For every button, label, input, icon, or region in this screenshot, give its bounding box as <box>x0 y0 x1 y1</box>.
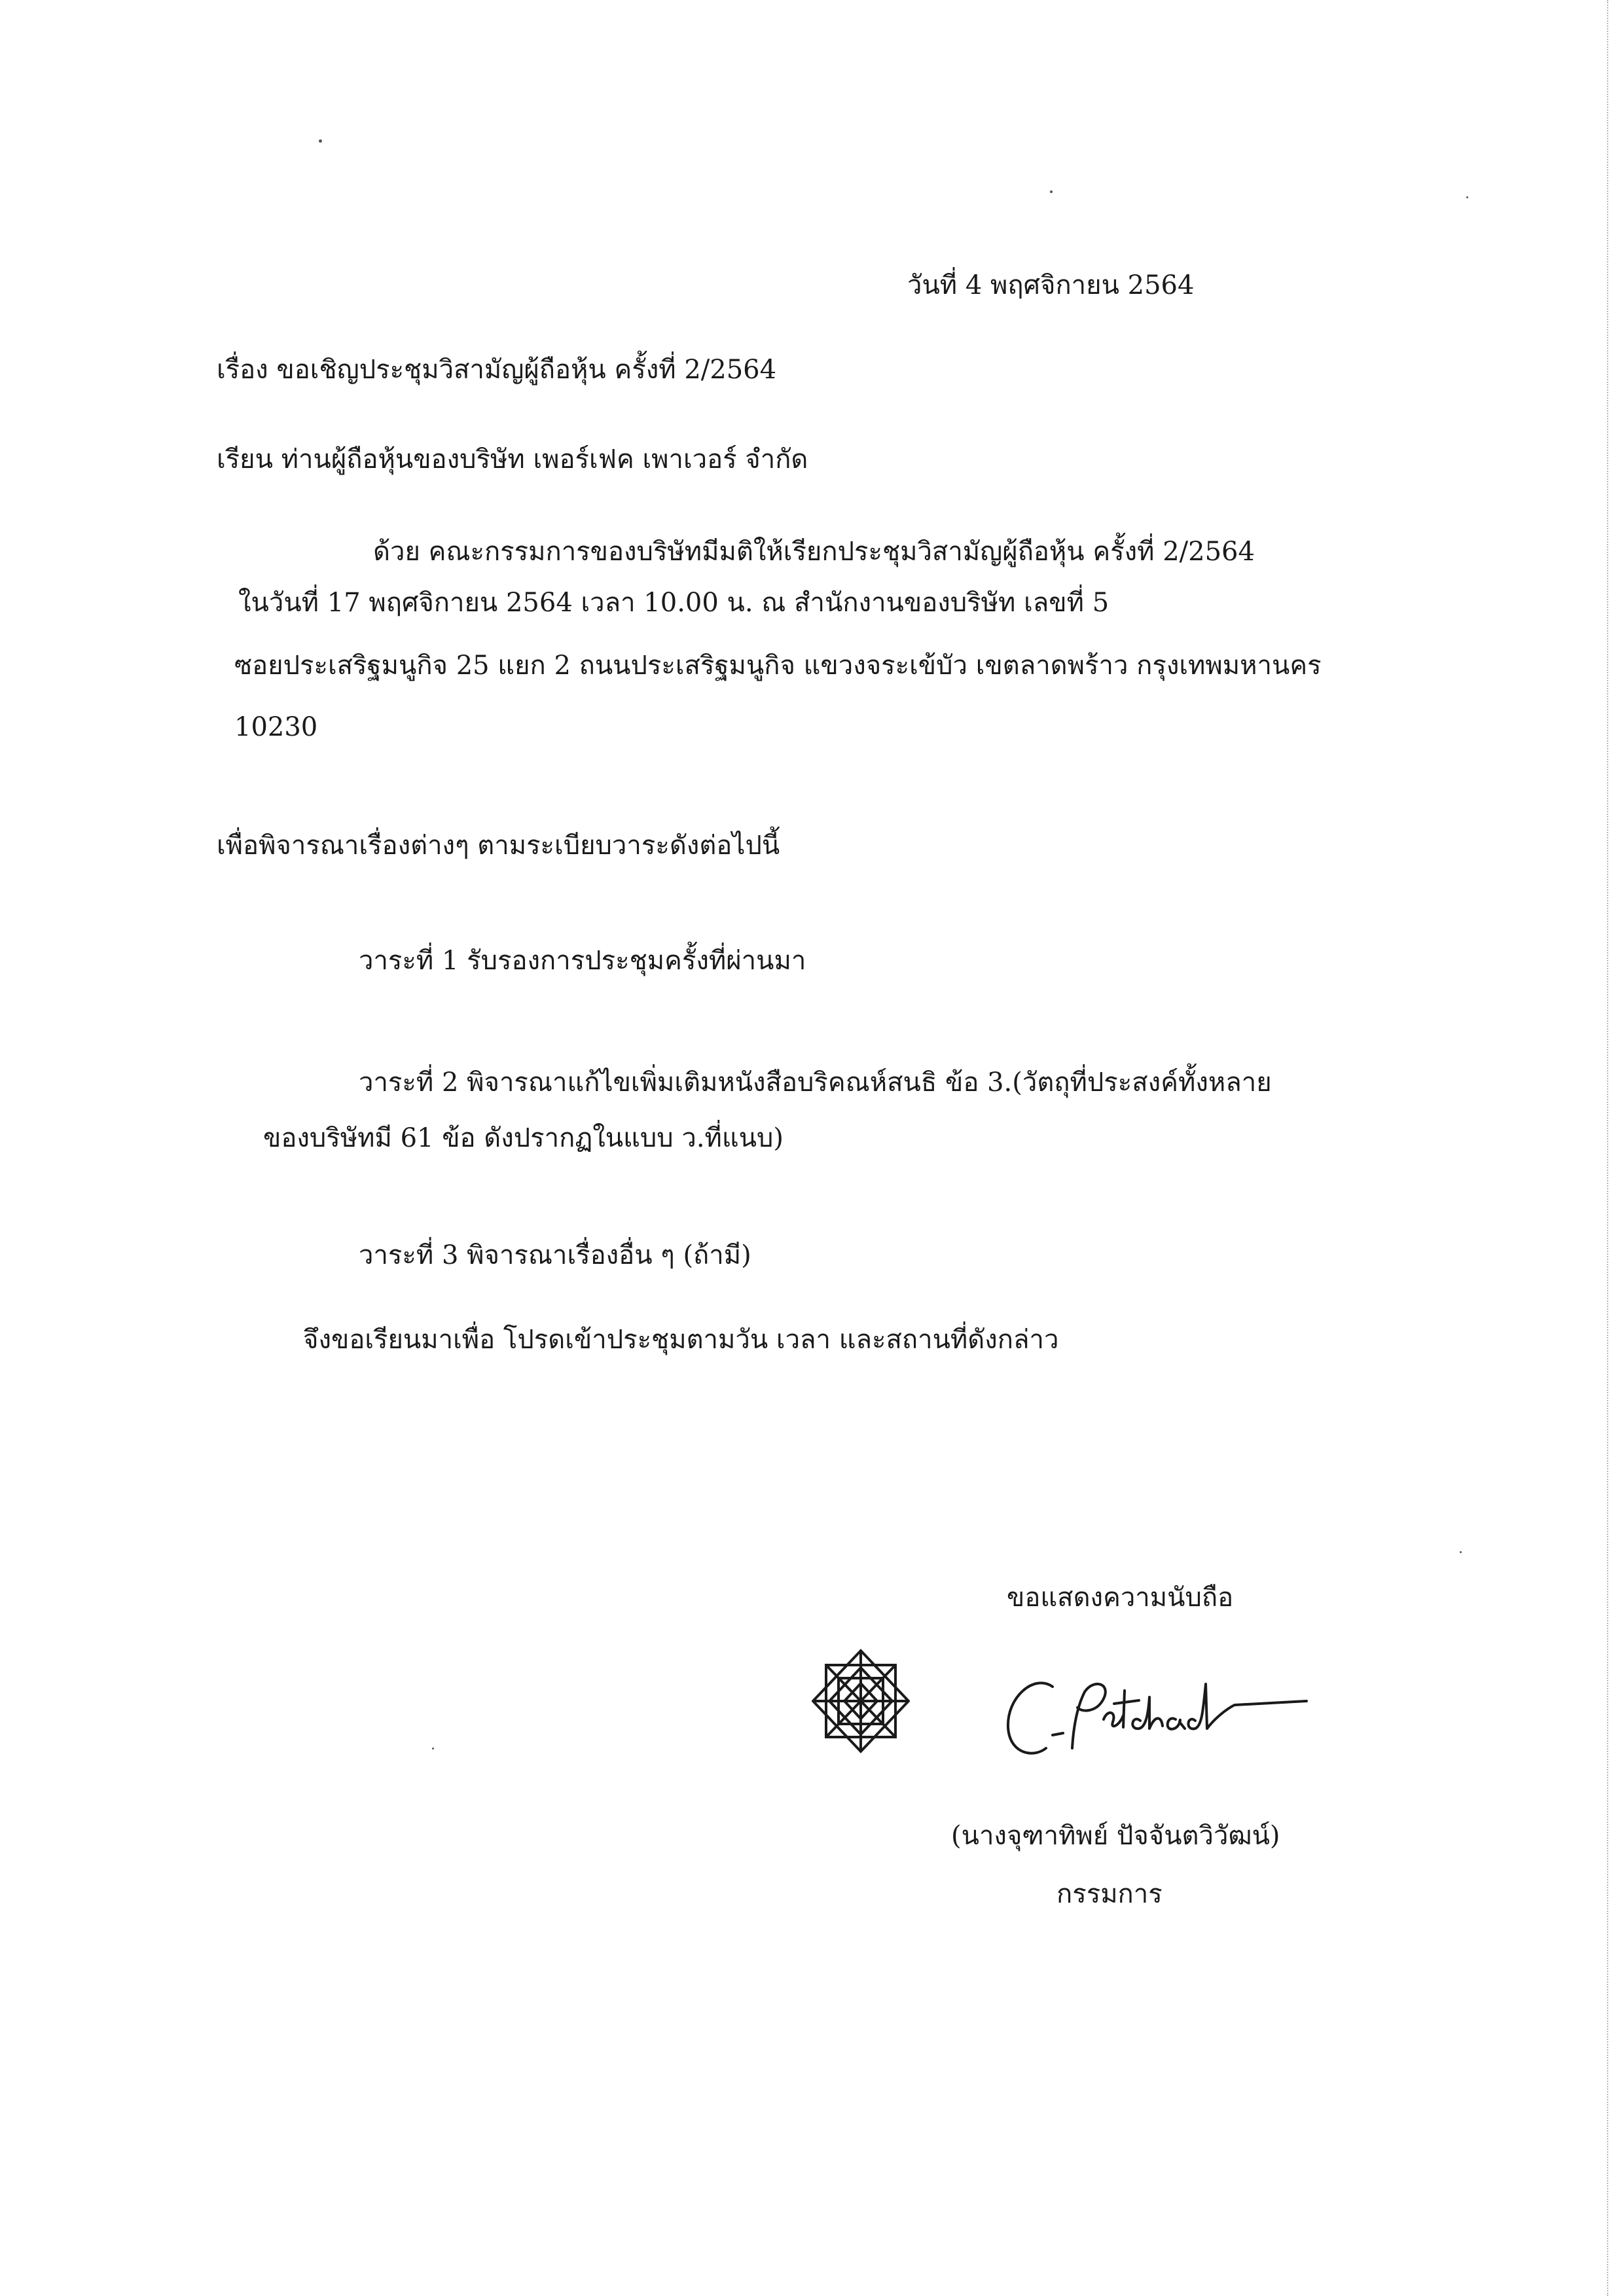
scan-speck <box>432 1748 434 1749</box>
sign-off: ขอแสดงความนับถือ <box>1007 1583 1234 1613</box>
handwritten-signature <box>995 1672 1322 1764</box>
scan-speck <box>1050 190 1053 193</box>
body-line-postcode: 10230 <box>234 712 318 742</box>
body-line: ด้วย คณะกรรมการของบริษัทมีมติให้เรียกประชุมวิสามัญผู้ถือหุ้น ครั้งที่ 2/2564 <box>373 537 1255 567</box>
letter-subject: เรื่อง ขอเชิญประชุมวิสามัญผู้ถือหุ้น ครั้งที่ 2/2564 <box>217 355 777 385</box>
scan-edge <box>1607 0 1608 2296</box>
agenda-item-1: วาระที่ 1 รับรองการประชุมครั้งที่ผ่านมา <box>359 946 806 976</box>
body-line: ในวันที่ 17 พฤศจิกายน 2564 เวลา 10.00 น. ณ สำนักงานของบริษัท เลขที่ 5 <box>238 588 1110 618</box>
signatory-title: กรรมการ <box>1056 1879 1163 1909</box>
closing-request: จึงขอเรียนมาเพื่อ โปรดเข้าประชุมตามวัน เวลา และสถานที่ดังกล่าว <box>303 1325 1059 1355</box>
company-seal-icon <box>812 1645 910 1757</box>
agenda-intro: เพื่อพิจารณาเรื่องต่างๆ ตามระเบียบวาระดังต่อไปนี้ <box>217 831 780 861</box>
scan-speck <box>1460 1551 1462 1553</box>
letter-date: วันที่ 4 พฤศจิกายน 2564 <box>907 270 1195 300</box>
signatory-name: (นางจุฑาทิพย์ ปัจจันตวิวัฒน์) <box>951 1821 1280 1851</box>
agenda-item-2: วาระที่ 2 พิจารณาแก้ไขเพิ่มเติมหนังสือบริคณห์สนธิ ข้อ 3.(วัตถุที่ประสงค์ทั้งหลาย <box>359 1067 1272 1098</box>
body-line: ซอยประเสริฐมนูกิจ 25 แยก 2 ถนนประเสริฐมนูกิจ แขวงจระเข้บัว เขตลาดพร้าว กรุงเทพมหานคร <box>234 651 1322 681</box>
agenda-item-2-continuation: ของบริษัทมี 61 ข้อ ดังปรากฏในแบบ ว.ที่แนบ) <box>263 1123 784 1153</box>
agenda-item-3: วาระที่ 3 พิจารณาเรื่องอื่น ๆ (ถ้ามี) <box>359 1240 751 1270</box>
scan-speck <box>319 139 322 143</box>
scan-speck <box>1466 196 1468 198</box>
letter-salutation: เรียน ท่านผู้ถือหุ้นของบริษัท เพอร์เฟค เพาเวอร์ จำกัด <box>217 444 808 475</box>
